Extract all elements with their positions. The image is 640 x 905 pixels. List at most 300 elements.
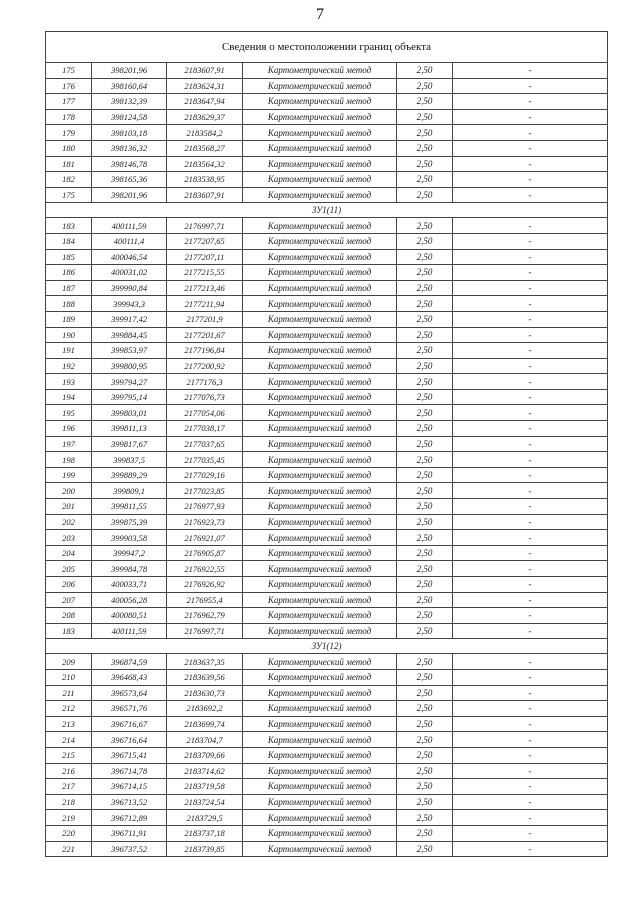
cell-method: Картометрический метод	[243, 63, 397, 79]
cell-method: Картометрический метод	[243, 405, 397, 421]
cell-point-number: 187	[46, 280, 92, 296]
cell-accuracy: 2,50	[397, 747, 453, 763]
cell-coord-x: 398146,78	[92, 156, 167, 172]
table-row	[46, 327, 608, 343]
cell-coord-x: 396468,43	[92, 669, 167, 685]
cell-description: -	[453, 747, 608, 763]
table-row	[46, 561, 608, 577]
table-row	[46, 747, 608, 763]
table-row	[46, 732, 608, 748]
cell-accuracy: 2,50	[397, 499, 453, 515]
cell-method: Картометрический метод	[243, 436, 397, 452]
cell-coord-x: 396711,91	[92, 825, 167, 841]
cell-method: Картометрический метод	[243, 280, 397, 296]
table-row	[46, 716, 608, 732]
cell-method: Картометрический метод	[243, 530, 397, 546]
cell-description: -	[453, 63, 608, 79]
cell-point-number: 213	[46, 716, 92, 732]
cell-coord-x: 400111,4	[92, 233, 167, 249]
cell-coord-y: 2177201,67	[167, 327, 243, 343]
cell-method: Картометрический метод	[243, 592, 397, 608]
cell-coord-x: 399811,13	[92, 421, 167, 437]
cell-description: -	[453, 669, 608, 685]
cell-coord-x: 400111,59	[92, 623, 167, 639]
cell-coord-x: 399800,95	[92, 358, 167, 374]
cell-coord-x: 399884,45	[92, 327, 167, 343]
cell-coord-x: 399903,58	[92, 530, 167, 546]
cell-method: Картометрический метод	[243, 296, 397, 312]
cell-coord-x: 399853,97	[92, 343, 167, 359]
table-row	[46, 187, 608, 203]
cell-method: Картометрический метод	[243, 172, 397, 188]
table-row	[46, 763, 608, 779]
cell-description: -	[453, 794, 608, 810]
section-label: ЗУ1(11)	[46, 203, 608, 218]
cell-accuracy: 2,50	[397, 109, 453, 125]
cell-point-number: 212	[46, 701, 92, 717]
cell-method: Картометрический метод	[243, 78, 397, 94]
cell-coord-x: 400031,02	[92, 265, 167, 281]
table-row	[46, 499, 608, 515]
cell-description: -	[453, 483, 608, 499]
cell-accuracy: 2,50	[397, 763, 453, 779]
cell-accuracy: 2,50	[397, 685, 453, 701]
cell-coord-y: 2183637,35	[167, 654, 243, 670]
cell-point-number: 211	[46, 685, 92, 701]
cell-point-number: 210	[46, 669, 92, 685]
cell-accuracy: 2,50	[397, 623, 453, 639]
cell-coord-y: 2183719,58	[167, 779, 243, 795]
cell-coord-y: 2183647,94	[167, 94, 243, 110]
cell-method: Картометрический метод	[243, 265, 397, 281]
cell-description: -	[453, 233, 608, 249]
cell-accuracy: 2,50	[397, 78, 453, 94]
cell-coord-x: 398165,36	[92, 172, 167, 188]
cell-accuracy: 2,50	[397, 421, 453, 437]
cell-point-number: 197	[46, 436, 92, 452]
table-row	[46, 249, 608, 265]
cell-description: -	[453, 405, 608, 421]
boundary-table-container	[45, 31, 607, 857]
cell-accuracy: 2,50	[397, 233, 453, 249]
table-row	[46, 140, 608, 156]
table-row	[46, 109, 608, 125]
section-header-row	[46, 203, 608, 218]
cell-method: Картометрический метод	[243, 654, 397, 670]
cell-point-number: 175	[46, 187, 92, 203]
cell-description: -	[453, 732, 608, 748]
cell-method: Картометрический метод	[243, 499, 397, 515]
cell-coord-y: 2183739,85	[167, 841, 243, 857]
cell-point-number: 198	[46, 452, 92, 468]
cell-method: Картометрический метод	[243, 311, 397, 327]
table-row	[46, 685, 608, 701]
cell-coord-x: 398136,32	[92, 140, 167, 156]
cell-method: Картометрический метод	[243, 327, 397, 343]
table-row	[46, 825, 608, 841]
table-row	[46, 841, 608, 857]
cell-method: Картометрический метод	[243, 716, 397, 732]
cell-method: Картометрический метод	[243, 763, 397, 779]
cell-coord-x: 400056,28	[92, 592, 167, 608]
cell-coord-y: 2177207,11	[167, 249, 243, 265]
cell-description: -	[453, 125, 608, 141]
cell-accuracy: 2,50	[397, 841, 453, 857]
cell-coord-y: 2176955,4	[167, 592, 243, 608]
cell-description: -	[453, 608, 608, 624]
cell-method: Картометрический метод	[243, 514, 397, 530]
cell-accuracy: 2,50	[397, 265, 453, 281]
table-row	[46, 94, 608, 110]
cell-coord-y: 2177196,84	[167, 343, 243, 359]
cell-coord-x: 396712,89	[92, 810, 167, 826]
cell-coord-y: 2176997,71	[167, 623, 243, 639]
cell-method: Картометрический метод	[243, 779, 397, 795]
cell-coord-y: 2177200,92	[167, 358, 243, 374]
cell-coord-x: 396716,64	[92, 732, 167, 748]
cell-method: Картометрический метод	[243, 483, 397, 499]
cell-method: Картометрический метод	[243, 577, 397, 593]
cell-coord-x: 399984,78	[92, 561, 167, 577]
cell-point-number: 204	[46, 545, 92, 561]
section-label: ЗУ1(12)	[46, 639, 608, 654]
cell-accuracy: 2,50	[397, 530, 453, 546]
cell-point-number: 186	[46, 265, 92, 281]
cell-coord-x: 398201,96	[92, 63, 167, 79]
cell-point-number: 209	[46, 654, 92, 670]
table-row	[46, 389, 608, 405]
cell-coord-y: 2183709,66	[167, 747, 243, 763]
cell-accuracy: 2,50	[397, 561, 453, 577]
cell-point-number: 192	[46, 358, 92, 374]
cell-coord-y: 2183624,31	[167, 78, 243, 94]
cell-accuracy: 2,50	[397, 296, 453, 312]
cell-description: -	[453, 358, 608, 374]
cell-description: -	[453, 779, 608, 795]
cell-method: Картометрический метод	[243, 389, 397, 405]
cell-coord-y: 2177054,06	[167, 405, 243, 421]
section-header-row	[46, 639, 608, 654]
cell-description: -	[453, 296, 608, 312]
cell-accuracy: 2,50	[397, 654, 453, 670]
cell-description: -	[453, 311, 608, 327]
cell-method: Картометрический метод	[243, 467, 397, 483]
cell-method: Картометрический метод	[243, 608, 397, 624]
cell-description: -	[453, 374, 608, 390]
table-row	[46, 156, 608, 172]
cell-point-number: 189	[46, 311, 92, 327]
cell-description: -	[453, 716, 608, 732]
cell-accuracy: 2,50	[397, 172, 453, 188]
cell-accuracy: 2,50	[397, 187, 453, 203]
cell-description: -	[453, 654, 608, 670]
cell-point-number: 184	[46, 233, 92, 249]
table-row	[46, 311, 608, 327]
cell-point-number: 205	[46, 561, 92, 577]
cell-point-number: 183	[46, 218, 92, 234]
cell-coord-x: 396573,64	[92, 685, 167, 701]
cell-point-number: 194	[46, 389, 92, 405]
cell-description: -	[453, 389, 608, 405]
cell-accuracy: 2,50	[397, 249, 453, 265]
cell-method: Картометрический метод	[243, 218, 397, 234]
cell-description: -	[453, 561, 608, 577]
cell-coord-y: 2183584,2	[167, 125, 243, 141]
cell-coord-x: 399889,29	[92, 467, 167, 483]
cell-accuracy: 2,50	[397, 669, 453, 685]
cell-description: -	[453, 187, 608, 203]
cell-coord-y: 2176923,73	[167, 514, 243, 530]
cell-accuracy: 2,50	[397, 63, 453, 79]
cell-method: Картометрический метод	[243, 421, 397, 437]
table-row	[46, 172, 608, 188]
cell-coord-y: 2176977,93	[167, 499, 243, 515]
cell-coord-x: 399917,42	[92, 311, 167, 327]
cell-point-number: 217	[46, 779, 92, 795]
cell-accuracy: 2,50	[397, 452, 453, 468]
cell-accuracy: 2,50	[397, 156, 453, 172]
cell-accuracy: 2,50	[397, 732, 453, 748]
cell-coord-y: 2183737,18	[167, 825, 243, 841]
cell-description: -	[453, 545, 608, 561]
table-row	[46, 63, 608, 79]
cell-accuracy: 2,50	[397, 140, 453, 156]
cell-coord-x: 396737,52	[92, 841, 167, 857]
table-row	[46, 592, 608, 608]
cell-point-number: 221	[46, 841, 92, 857]
cell-accuracy: 2,50	[397, 810, 453, 826]
cell-point-number: 190	[46, 327, 92, 343]
cell-coord-y: 2183630,73	[167, 685, 243, 701]
cell-description: -	[453, 280, 608, 296]
table-row	[46, 530, 608, 546]
cell-coord-y: 2183692,2	[167, 701, 243, 717]
table-row	[46, 514, 608, 530]
cell-accuracy: 2,50	[397, 389, 453, 405]
table-row	[46, 467, 608, 483]
cell-description: -	[453, 218, 608, 234]
cell-point-number: 215	[46, 747, 92, 763]
cell-coord-y: 2183629,37	[167, 109, 243, 125]
cell-point-number: 218	[46, 794, 92, 810]
table-title-row	[46, 32, 608, 63]
table-title: Сведения о местоположении границ объекта	[46, 32, 608, 63]
table-row	[46, 608, 608, 624]
cell-method: Картометрический метод	[243, 343, 397, 359]
cell-point-number: 195	[46, 405, 92, 421]
cell-coord-y: 2177037,65	[167, 436, 243, 452]
cell-coord-x: 396874,59	[92, 654, 167, 670]
table-row	[46, 421, 608, 437]
table-row	[46, 78, 608, 94]
table-row	[46, 669, 608, 685]
cell-coord-x: 399875,39	[92, 514, 167, 530]
cell-point-number: 176	[46, 78, 92, 94]
cell-description: -	[453, 109, 608, 125]
cell-method: Картометрический метод	[243, 156, 397, 172]
cell-coord-y: 2177211,94	[167, 296, 243, 312]
table-row	[46, 405, 608, 421]
cell-accuracy: 2,50	[397, 716, 453, 732]
cell-accuracy: 2,50	[397, 545, 453, 561]
cell-method: Картометрический метод	[243, 187, 397, 203]
cell-description: -	[453, 577, 608, 593]
table-row	[46, 125, 608, 141]
cell-coord-y: 2176921,07	[167, 530, 243, 546]
cell-method: Картометрический метод	[243, 374, 397, 390]
cell-point-number: 206	[46, 577, 92, 593]
cell-coord-x: 399990,84	[92, 280, 167, 296]
cell-point-number: 181	[46, 156, 92, 172]
cell-accuracy: 2,50	[397, 218, 453, 234]
cell-description: -	[453, 810, 608, 826]
cell-description: -	[453, 78, 608, 94]
cell-accuracy: 2,50	[397, 483, 453, 499]
cell-point-number: 180	[46, 140, 92, 156]
table-row	[46, 218, 608, 234]
cell-description: -	[453, 592, 608, 608]
cell-point-number: 178	[46, 109, 92, 125]
cell-point-number: 188	[46, 296, 92, 312]
cell-coord-x: 396715,41	[92, 747, 167, 763]
cell-point-number: 196	[46, 421, 92, 437]
cell-coord-y: 2183607,91	[167, 63, 243, 79]
cell-method: Картометрический метод	[243, 669, 397, 685]
cell-coord-y: 2176962,79	[167, 608, 243, 624]
cell-coord-x: 398124,58	[92, 109, 167, 125]
cell-accuracy: 2,50	[397, 779, 453, 795]
cell-coord-y: 2177213,46	[167, 280, 243, 296]
cell-point-number: 220	[46, 825, 92, 841]
cell-coord-x: 396571,76	[92, 701, 167, 717]
cell-coord-x: 399947,2	[92, 545, 167, 561]
cell-coord-x: 400111,59	[92, 218, 167, 234]
cell-point-number: 216	[46, 763, 92, 779]
cell-coord-x: 398160,64	[92, 78, 167, 94]
table-row	[46, 436, 608, 452]
table-row	[46, 623, 608, 639]
cell-coord-x: 399817,67	[92, 436, 167, 452]
table-row	[46, 343, 608, 359]
cell-coord-x: 400033,71	[92, 577, 167, 593]
cell-description: -	[453, 94, 608, 110]
cell-method: Картометрический метод	[243, 233, 397, 249]
cell-point-number: 182	[46, 172, 92, 188]
cell-accuracy: 2,50	[397, 467, 453, 483]
cell-method: Картометрический метод	[243, 701, 397, 717]
cell-description: -	[453, 499, 608, 515]
cell-accuracy: 2,50	[397, 311, 453, 327]
cell-method: Картометрический метод	[243, 747, 397, 763]
cell-method: Картометрический метод	[243, 732, 397, 748]
cell-description: -	[453, 701, 608, 717]
cell-method: Картометрический метод	[243, 109, 397, 125]
cell-point-number: 177	[46, 94, 92, 110]
cell-accuracy: 2,50	[397, 374, 453, 390]
cell-method: Картометрический метод	[243, 825, 397, 841]
table-row	[46, 280, 608, 296]
cell-coord-x: 399795,14	[92, 389, 167, 405]
cell-point-number: 183	[46, 623, 92, 639]
table-row	[46, 296, 608, 312]
table-row	[46, 265, 608, 281]
cell-accuracy: 2,50	[397, 592, 453, 608]
cell-coord-x: 396716,67	[92, 716, 167, 732]
cell-point-number: 214	[46, 732, 92, 748]
cell-coord-y: 2183724,54	[167, 794, 243, 810]
cell-description: -	[453, 140, 608, 156]
cell-coord-y: 2177207,65	[167, 233, 243, 249]
boundary-coordinates-table	[45, 31, 608, 857]
table-row	[46, 233, 608, 249]
cell-method: Картометрический метод	[243, 561, 397, 577]
cell-accuracy: 2,50	[397, 358, 453, 374]
cell-coord-y: 2183538,95	[167, 172, 243, 188]
table-row	[46, 452, 608, 468]
cell-accuracy: 2,50	[397, 577, 453, 593]
cell-method: Картометрический метод	[243, 841, 397, 857]
cell-description: -	[453, 467, 608, 483]
cell-description: -	[453, 436, 608, 452]
cell-coord-y: 2176926,92	[167, 577, 243, 593]
cell-coord-x: 399803,01	[92, 405, 167, 421]
cell-coord-y: 2177201,9	[167, 311, 243, 327]
cell-coord-x: 396714,78	[92, 763, 167, 779]
cell-accuracy: 2,50	[397, 436, 453, 452]
cell-point-number: 185	[46, 249, 92, 265]
cell-description: -	[453, 685, 608, 701]
cell-method: Картометрический метод	[243, 452, 397, 468]
cell-accuracy: 2,50	[397, 125, 453, 141]
cell-accuracy: 2,50	[397, 608, 453, 624]
cell-coord-y: 2183714,62	[167, 763, 243, 779]
cell-accuracy: 2,50	[397, 794, 453, 810]
cell-method: Картометрический метод	[243, 794, 397, 810]
cell-point-number: 200	[46, 483, 92, 499]
cell-description: -	[453, 421, 608, 437]
cell-method: Картометрический метод	[243, 545, 397, 561]
cell-accuracy: 2,50	[397, 825, 453, 841]
cell-coord-x: 398132,39	[92, 94, 167, 110]
cell-coord-y: 2177029,16	[167, 467, 243, 483]
cell-point-number: 199	[46, 467, 92, 483]
cell-coord-x: 399811,55	[92, 499, 167, 515]
table-row	[46, 794, 608, 810]
cell-description: -	[453, 825, 608, 841]
cell-accuracy: 2,50	[397, 514, 453, 530]
cell-description: -	[453, 249, 608, 265]
cell-method: Картометрический метод	[243, 249, 397, 265]
page-number: 7	[316, 6, 324, 23]
cell-description: -	[453, 343, 608, 359]
cell-description: -	[453, 452, 608, 468]
cell-description: -	[453, 172, 608, 188]
cell-point-number: 175	[46, 63, 92, 79]
cell-point-number: 208	[46, 608, 92, 624]
cell-point-number: 191	[46, 343, 92, 359]
cell-description: -	[453, 327, 608, 343]
cell-coord-y: 2176922,55	[167, 561, 243, 577]
cell-coord-y: 2183639,56	[167, 669, 243, 685]
cell-description: -	[453, 623, 608, 639]
cell-method: Картометрический метод	[243, 810, 397, 826]
table-row	[46, 654, 608, 670]
cell-description: -	[453, 156, 608, 172]
cell-accuracy: 2,50	[397, 280, 453, 296]
cell-coord-y: 2177023,85	[167, 483, 243, 499]
cell-accuracy: 2,50	[397, 327, 453, 343]
cell-description: -	[453, 763, 608, 779]
